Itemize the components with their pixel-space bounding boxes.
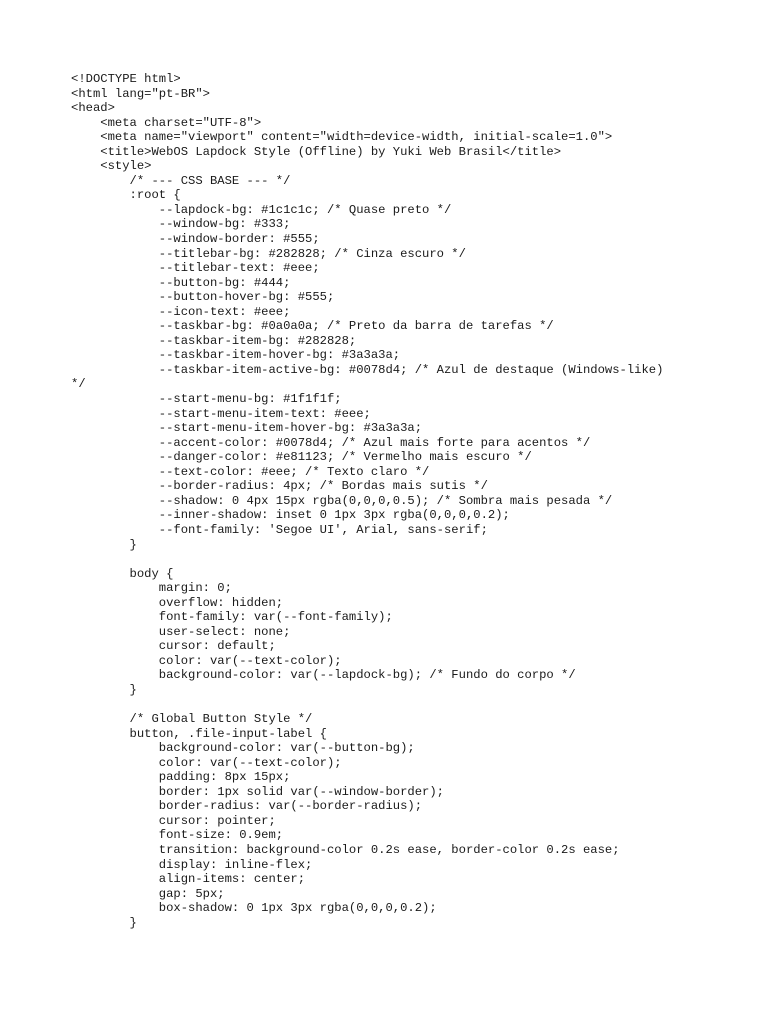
code-listing <box>71 72 751 930</box>
code-line: <head> <box>71 101 115 116</box>
code-line: /* --- CSS BASE --- */ <box>71 173 291 188</box>
code-line <box>71 552 751 567</box>
code-line: --danger-color: #e81123; /* Vermelho mais escuro */ <box>71 450 532 465</box>
code-line: --font-family: 'Segoe UI', Arial, sans-serif; <box>71 522 488 537</box>
code-line: } <box>71 915 137 930</box>
code-line: <meta name="viewport" content="width=device-width, initial-scale=1.0"> <box>71 130 613 145</box>
code-line: --lapdock-bg: #1c1c1c; /* Quase preto */ <box>71 202 452 217</box>
code-line: --window-border: #555; <box>71 232 320 247</box>
code-line: border-radius: var(--border-radius); <box>71 799 423 814</box>
code-line: --titlebar-text: #eee; <box>71 261 320 276</box>
code-line: --start-menu-item-hover-bg: #3a3a3a; <box>71 421 423 436</box>
code-line: --border-radius: 4px; /* Bordas mais sutis */ <box>71 479 488 494</box>
code-line: <meta charset="UTF-8"> <box>71 115 262 130</box>
code-line: border: 1px solid var(--window-border); <box>71 784 444 799</box>
code-line: margin: 0; <box>71 581 232 596</box>
code-line: <!DOCTYPE html> <box>71 72 181 86</box>
code-line: --accent-color: #0078d4; /* Azul mais forte para acentos */ <box>71 435 591 450</box>
code-line: color: var(--text-color); <box>71 653 342 668</box>
code-line: --start-menu-bg: #1f1f1f; <box>71 392 342 407</box>
code-line: padding: 8px 15px; <box>71 770 291 785</box>
code-line: transition: background-color 0.2s ease, border-color 0.2s ease; <box>71 842 620 857</box>
code-line: --taskbar-bg: #0a0a0a; /* Preto da barra de tarefas */ <box>71 319 554 334</box>
code-line: user-select: none; <box>71 624 291 639</box>
code-line: --start-menu-item-text: #eee; <box>71 406 371 421</box>
code-line: :root { <box>71 188 181 203</box>
code-line: <html lang="pt-BR"> <box>71 86 210 101</box>
code-line: overflow: hidden; <box>71 595 284 610</box>
code-line: box-shadow: 0 1px 3px rgba(0,0,0,0.2); <box>71 901 437 916</box>
code-line: } <box>71 682 137 697</box>
code-line: --taskbar-item-hover-bg: #3a3a3a; <box>71 348 401 363</box>
code-line: --button-bg: #444; <box>71 275 291 290</box>
code-line: <style> <box>71 159 152 174</box>
code-line <box>71 698 751 713</box>
code-line: background-color: var(--lapdock-bg); /* Fundo do corpo */ <box>71 668 576 683</box>
code-line: align-items: center; <box>71 872 306 887</box>
code-line: */ <box>71 377 86 392</box>
code-line: --button-hover-bg: #555; <box>71 290 335 305</box>
code-line: cursor: pointer; <box>71 813 276 828</box>
code-line: <title>WebOS Lapdock Style (Offline) by Yuki Web Brasil</title> <box>71 144 562 159</box>
code-line: --window-bg: #333; <box>71 217 291 232</box>
code-line: /* Global Button Style */ <box>71 712 313 727</box>
code-line: --titlebar-bg: #282828; /* Cinza escuro */ <box>71 246 466 261</box>
code-line: font-size: 0.9em; <box>71 828 284 843</box>
code-line: color: var(--text-color); <box>71 755 342 770</box>
code-line: --shadow: 0 4px 15px rgba(0,0,0,0.5); /* Sombra mais pesada */ <box>71 493 613 508</box>
code-line: button, .file-input-label { <box>71 726 327 741</box>
code-line: background-color: var(--button-bg); <box>71 741 415 756</box>
code-line: } <box>71 537 137 552</box>
code-line: --text-color: #eee; /* Texto claro */ <box>71 464 430 479</box>
code-line: --inner-shadow: inset 0 1px 3px rgba(0,0,0,0.2); <box>71 508 510 523</box>
code-line: body { <box>71 566 174 581</box>
code-line: --taskbar-item-active-bg: #0078d4; /* Azul de destaque (Windows-like) <box>71 362 664 377</box>
code-line: gap: 5px; <box>71 886 225 901</box>
code-line: display: inline-flex; <box>71 857 313 872</box>
code-line: cursor: default; <box>71 639 276 654</box>
code-line: --taskbar-item-bg: #282828; <box>71 333 357 348</box>
code-line: --icon-text: #eee; <box>71 304 291 319</box>
code-line: font-family: var(--font-family); <box>71 610 393 625</box>
